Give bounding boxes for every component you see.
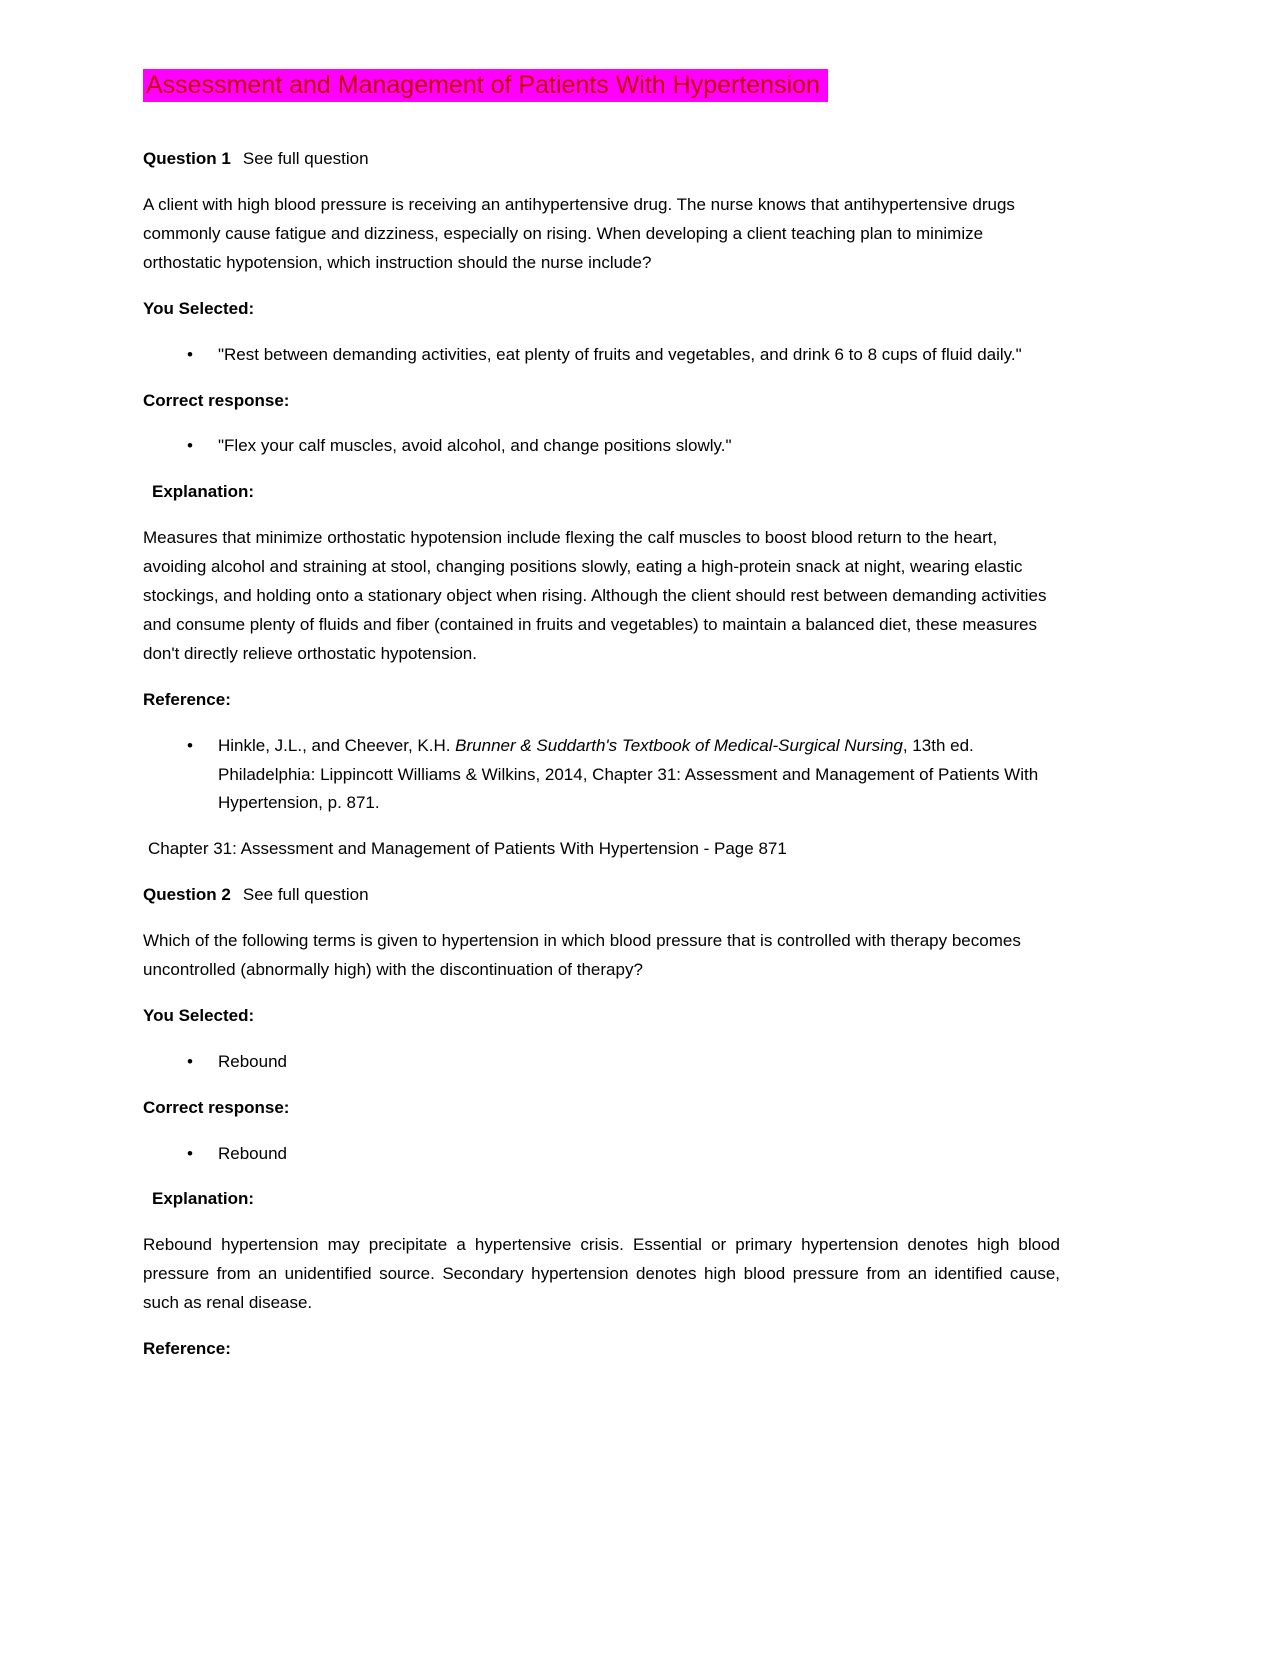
reference-label-1: Reference: xyxy=(143,689,231,709)
reference-item-1 xyxy=(143,732,1060,819)
you-selected-label-1: You Selected: xyxy=(143,298,255,318)
question-1-text: A client with high blood pressure is receiving an antihypertensive drug. The nurse knows that antihypertensive drugs commonly cause fatigue and dizziness, especially on rising. When developing a client teaching plan to minimize orthostatic hypotension, which instruction should the nurse include? xyxy=(143,195,1015,272)
question-2-label: Question 2 xyxy=(143,885,231,905)
explanation-text-1: Measures that minimize orthostatic hypotension include flexing the calf muscles to boost blood return to the heart, avoiding alcohol and straining at stool, changing positions slowly, eating a high-protein snack at night, wearing elastic stockings, and holding onto a stationary object when rising. Although the client should rest between demanding activities and consume plenty of fluids and fiber (contained in fruits and vegetables) to maintain a balanced diet, these measures don't directly relieve orthostatic hypotension. xyxy=(143,528,1047,663)
you-selected-label-2: You Selected: xyxy=(143,1005,255,1025)
question-1-label: Question 1 xyxy=(143,149,231,169)
correct-answer-2: • Rebound xyxy=(143,1140,1060,1169)
reference-book-title-1: Brunner & Suddarth's Textbook of Medical-Surgical Nursing xyxy=(455,735,903,755)
question-1-header xyxy=(143,145,1060,174)
selected-answer-1: • "Rest between demanding activities, eat plenty of fruits and vegetables, and drink 6 to 8 cups of fluid daily." xyxy=(143,341,1060,370)
see-full-question-text-1: See full question xyxy=(242,149,369,169)
chapter-page-line-1: Chapter 31: Assessment and Management of Patients With Hypertension - Page 871 xyxy=(148,839,787,859)
reference-label-2: Reference: xyxy=(143,1338,231,1358)
question-2-header xyxy=(143,881,1060,910)
correct-answer-1: • "Flex your calf muscles, avoid alcohol, and change positions slowly." xyxy=(143,432,1060,461)
see-full-question-text-2: See full question xyxy=(242,885,369,905)
page-title: Assessment and Management of Patients With Hypertension xyxy=(143,69,828,102)
reference-prefix-1: Hinkle, J.L., and Cheever, K.H. xyxy=(218,735,456,755)
question-2-text: Which of the following terms is given to hypertension in which blood pressure that is controlled with therapy becomes uncontrolled (abnormally high) with the discontinuation of therapy? xyxy=(143,931,1021,979)
reference-suffix-1: , 13th ed. Philadelphia: Lippincott Williams & Wilkins, 2014, Chapter 31: Assessment and Management of Patients With Hypertension, p. 871. xyxy=(218,735,1039,813)
reference-list-1 xyxy=(143,732,1060,819)
selected-answer-list-2 xyxy=(143,1048,1060,1077)
correct-response-label-1: Correct response: xyxy=(143,390,290,410)
explanation-label-1: Explanation: xyxy=(152,482,255,502)
correct-answer-list-2 xyxy=(143,1140,1060,1169)
explanation-label-2: Explanation: xyxy=(152,1189,255,1209)
selected-answer-2: • Rebound xyxy=(143,1048,1060,1077)
correct-answer-list-1 xyxy=(143,432,1060,461)
document-title-row xyxy=(143,70,1060,101)
selected-answer-list-1 xyxy=(143,341,1060,370)
correct-response-label-2: Correct response: xyxy=(143,1097,290,1117)
explanation-text-2: Rebound hypertension may precipitate a hypertensive crisis. Essential or primary hypertension denotes high blood pressure from an unidentified source. Secondary hypertension denotes high blood pressure from an identified cause, such as renal disease. xyxy=(143,1235,1060,1313)
